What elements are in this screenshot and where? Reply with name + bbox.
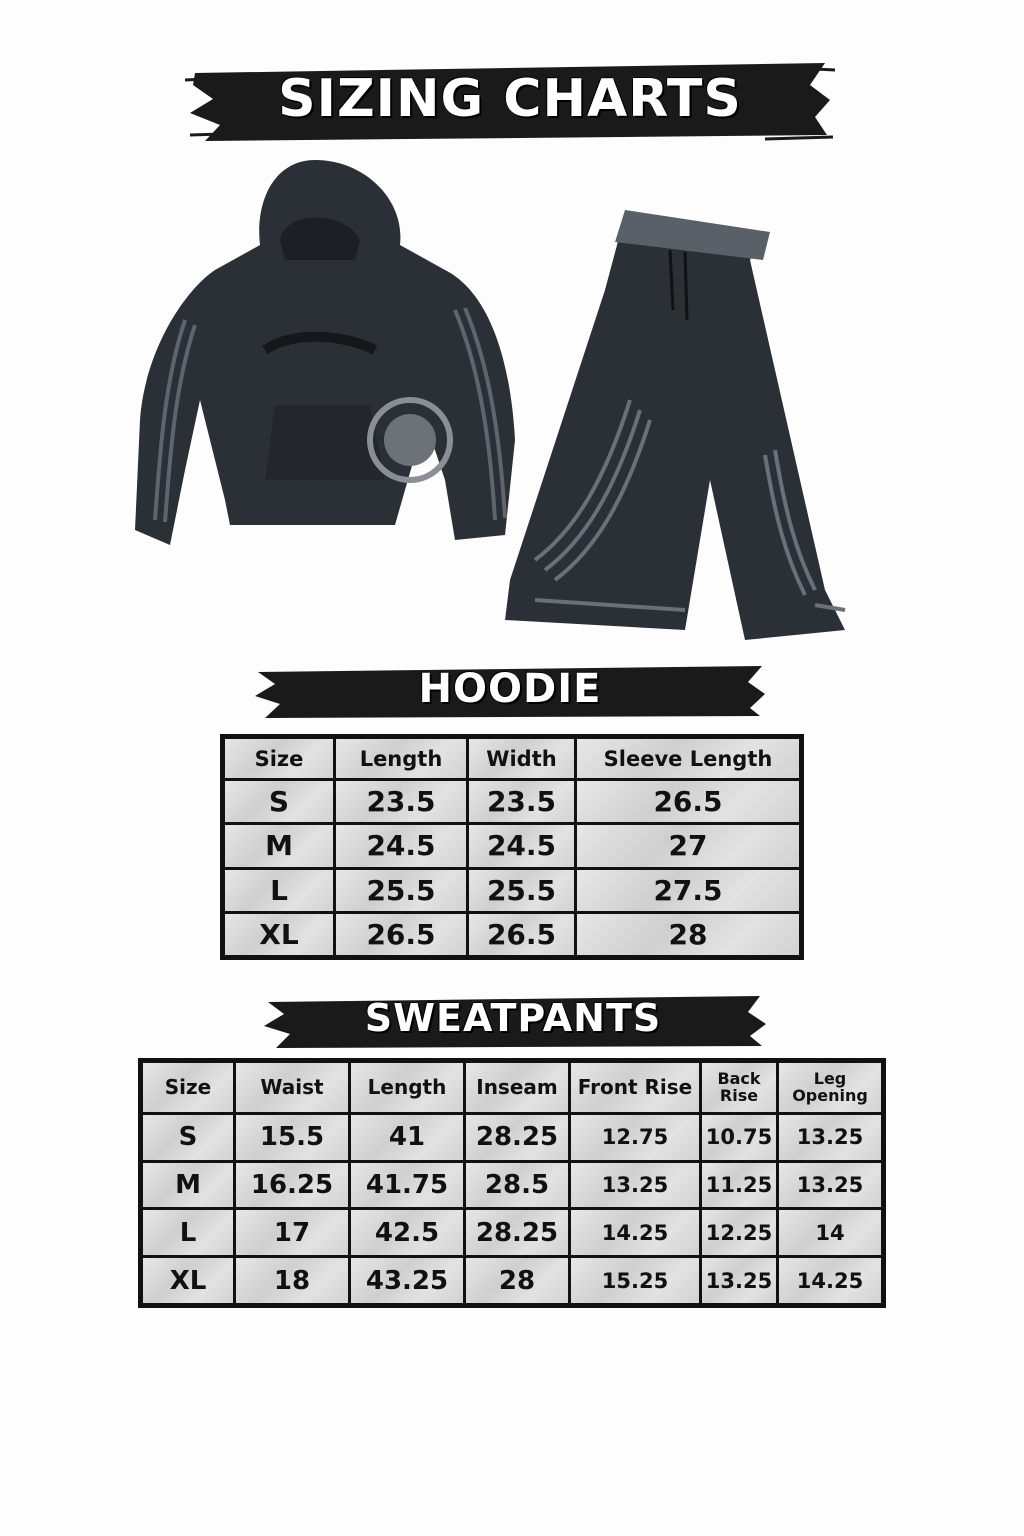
page-title: SIZING CHARTS — [278, 69, 742, 129]
table-cell: 15.25 — [571, 1258, 699, 1303]
hoodie-illustration — [135, 160, 515, 545]
column-header: Sleeve Length — [577, 739, 799, 778]
table-row — [225, 870, 799, 911]
column-header: Back Rise — [702, 1063, 776, 1112]
table-cell: 26.5 — [469, 914, 574, 955]
table-header-row — [225, 739, 799, 778]
table-cell: L — [143, 1210, 233, 1255]
hoodie-banner — [250, 658, 770, 722]
table-cell: 28.25 — [466, 1210, 568, 1255]
table-cell: 14.25 — [571, 1210, 699, 1255]
table-row — [143, 1163, 881, 1208]
table-cell: 23.5 — [469, 781, 574, 822]
table-cell: 18 — [236, 1258, 348, 1303]
table-cell: 14.25 — [779, 1258, 881, 1303]
table-cell: 12.75 — [571, 1115, 699, 1160]
product-image-hoodie-and-sweatpants — [125, 150, 905, 650]
table-cell: 17 — [236, 1210, 348, 1255]
table-cell: L — [225, 870, 333, 911]
sweatpants-size-table — [138, 1058, 886, 1308]
main-title-banner — [185, 55, 835, 145]
table-cell: 25.5 — [469, 870, 574, 911]
table-cell: 42.5 — [351, 1210, 463, 1255]
column-header: Size — [143, 1063, 233, 1112]
table-cell: 13.25 — [779, 1163, 881, 1208]
table-cell: 15.5 — [236, 1115, 348, 1160]
table-row — [225, 781, 799, 822]
table-cell: 13.25 — [779, 1115, 881, 1160]
table-row — [225, 914, 799, 955]
table-cell: 12.25 — [702, 1210, 776, 1255]
table-cell: 11.25 — [702, 1163, 776, 1208]
sweatpants-banner — [258, 990, 768, 1052]
column-header: Waist — [236, 1063, 348, 1112]
sweatpants-title: SWEATPANTS — [364, 996, 662, 1040]
table-cell: M — [143, 1163, 233, 1208]
table-cell: 25.5 — [336, 870, 466, 911]
table-cell: 27 — [577, 825, 799, 866]
table-cell: 10.75 — [702, 1115, 776, 1160]
column-header: Length — [336, 739, 466, 778]
table-cell: 41 — [351, 1115, 463, 1160]
table-cell: 28.25 — [466, 1115, 568, 1160]
table-header-row — [143, 1063, 881, 1112]
column-header: Front Rise — [571, 1063, 699, 1112]
table-cell: 28 — [466, 1258, 568, 1303]
table-row — [143, 1210, 881, 1255]
column-header: Size — [225, 739, 333, 778]
column-header: Length — [351, 1063, 463, 1112]
column-header: Inseam — [466, 1063, 568, 1112]
table-cell: XL — [225, 914, 333, 955]
table-cell: 41.75 — [351, 1163, 463, 1208]
table-cell: 14 — [779, 1210, 881, 1255]
table-row — [143, 1115, 881, 1160]
table-cell: XL — [143, 1258, 233, 1303]
table-cell: M — [225, 825, 333, 866]
table-cell: 26.5 — [336, 914, 466, 955]
table-cell: S — [225, 781, 333, 822]
table-cell: S — [143, 1115, 233, 1160]
table-cell: 13.25 — [571, 1163, 699, 1208]
hoodie-size-table — [220, 734, 804, 960]
column-header: Width — [469, 739, 574, 778]
table-cell: 28 — [577, 914, 799, 955]
table-cell: 24.5 — [469, 825, 574, 866]
table-cell: 27.5 — [577, 870, 799, 911]
table-cell: 23.5 — [336, 781, 466, 822]
table-cell: 13.25 — [702, 1258, 776, 1303]
table-cell: 16.25 — [236, 1163, 348, 1208]
column-header: Leg Opening — [779, 1063, 881, 1112]
table-cell: 28.5 — [466, 1163, 568, 1208]
table-cell: 26.5 — [577, 781, 799, 822]
table-row — [225, 825, 799, 866]
hoodie-title: HOODIE — [418, 666, 602, 712]
table-cell: 43.25 — [351, 1258, 463, 1303]
table-cell: 24.5 — [336, 825, 466, 866]
sweatpants-illustration — [505, 210, 845, 640]
table-row — [143, 1258, 881, 1303]
